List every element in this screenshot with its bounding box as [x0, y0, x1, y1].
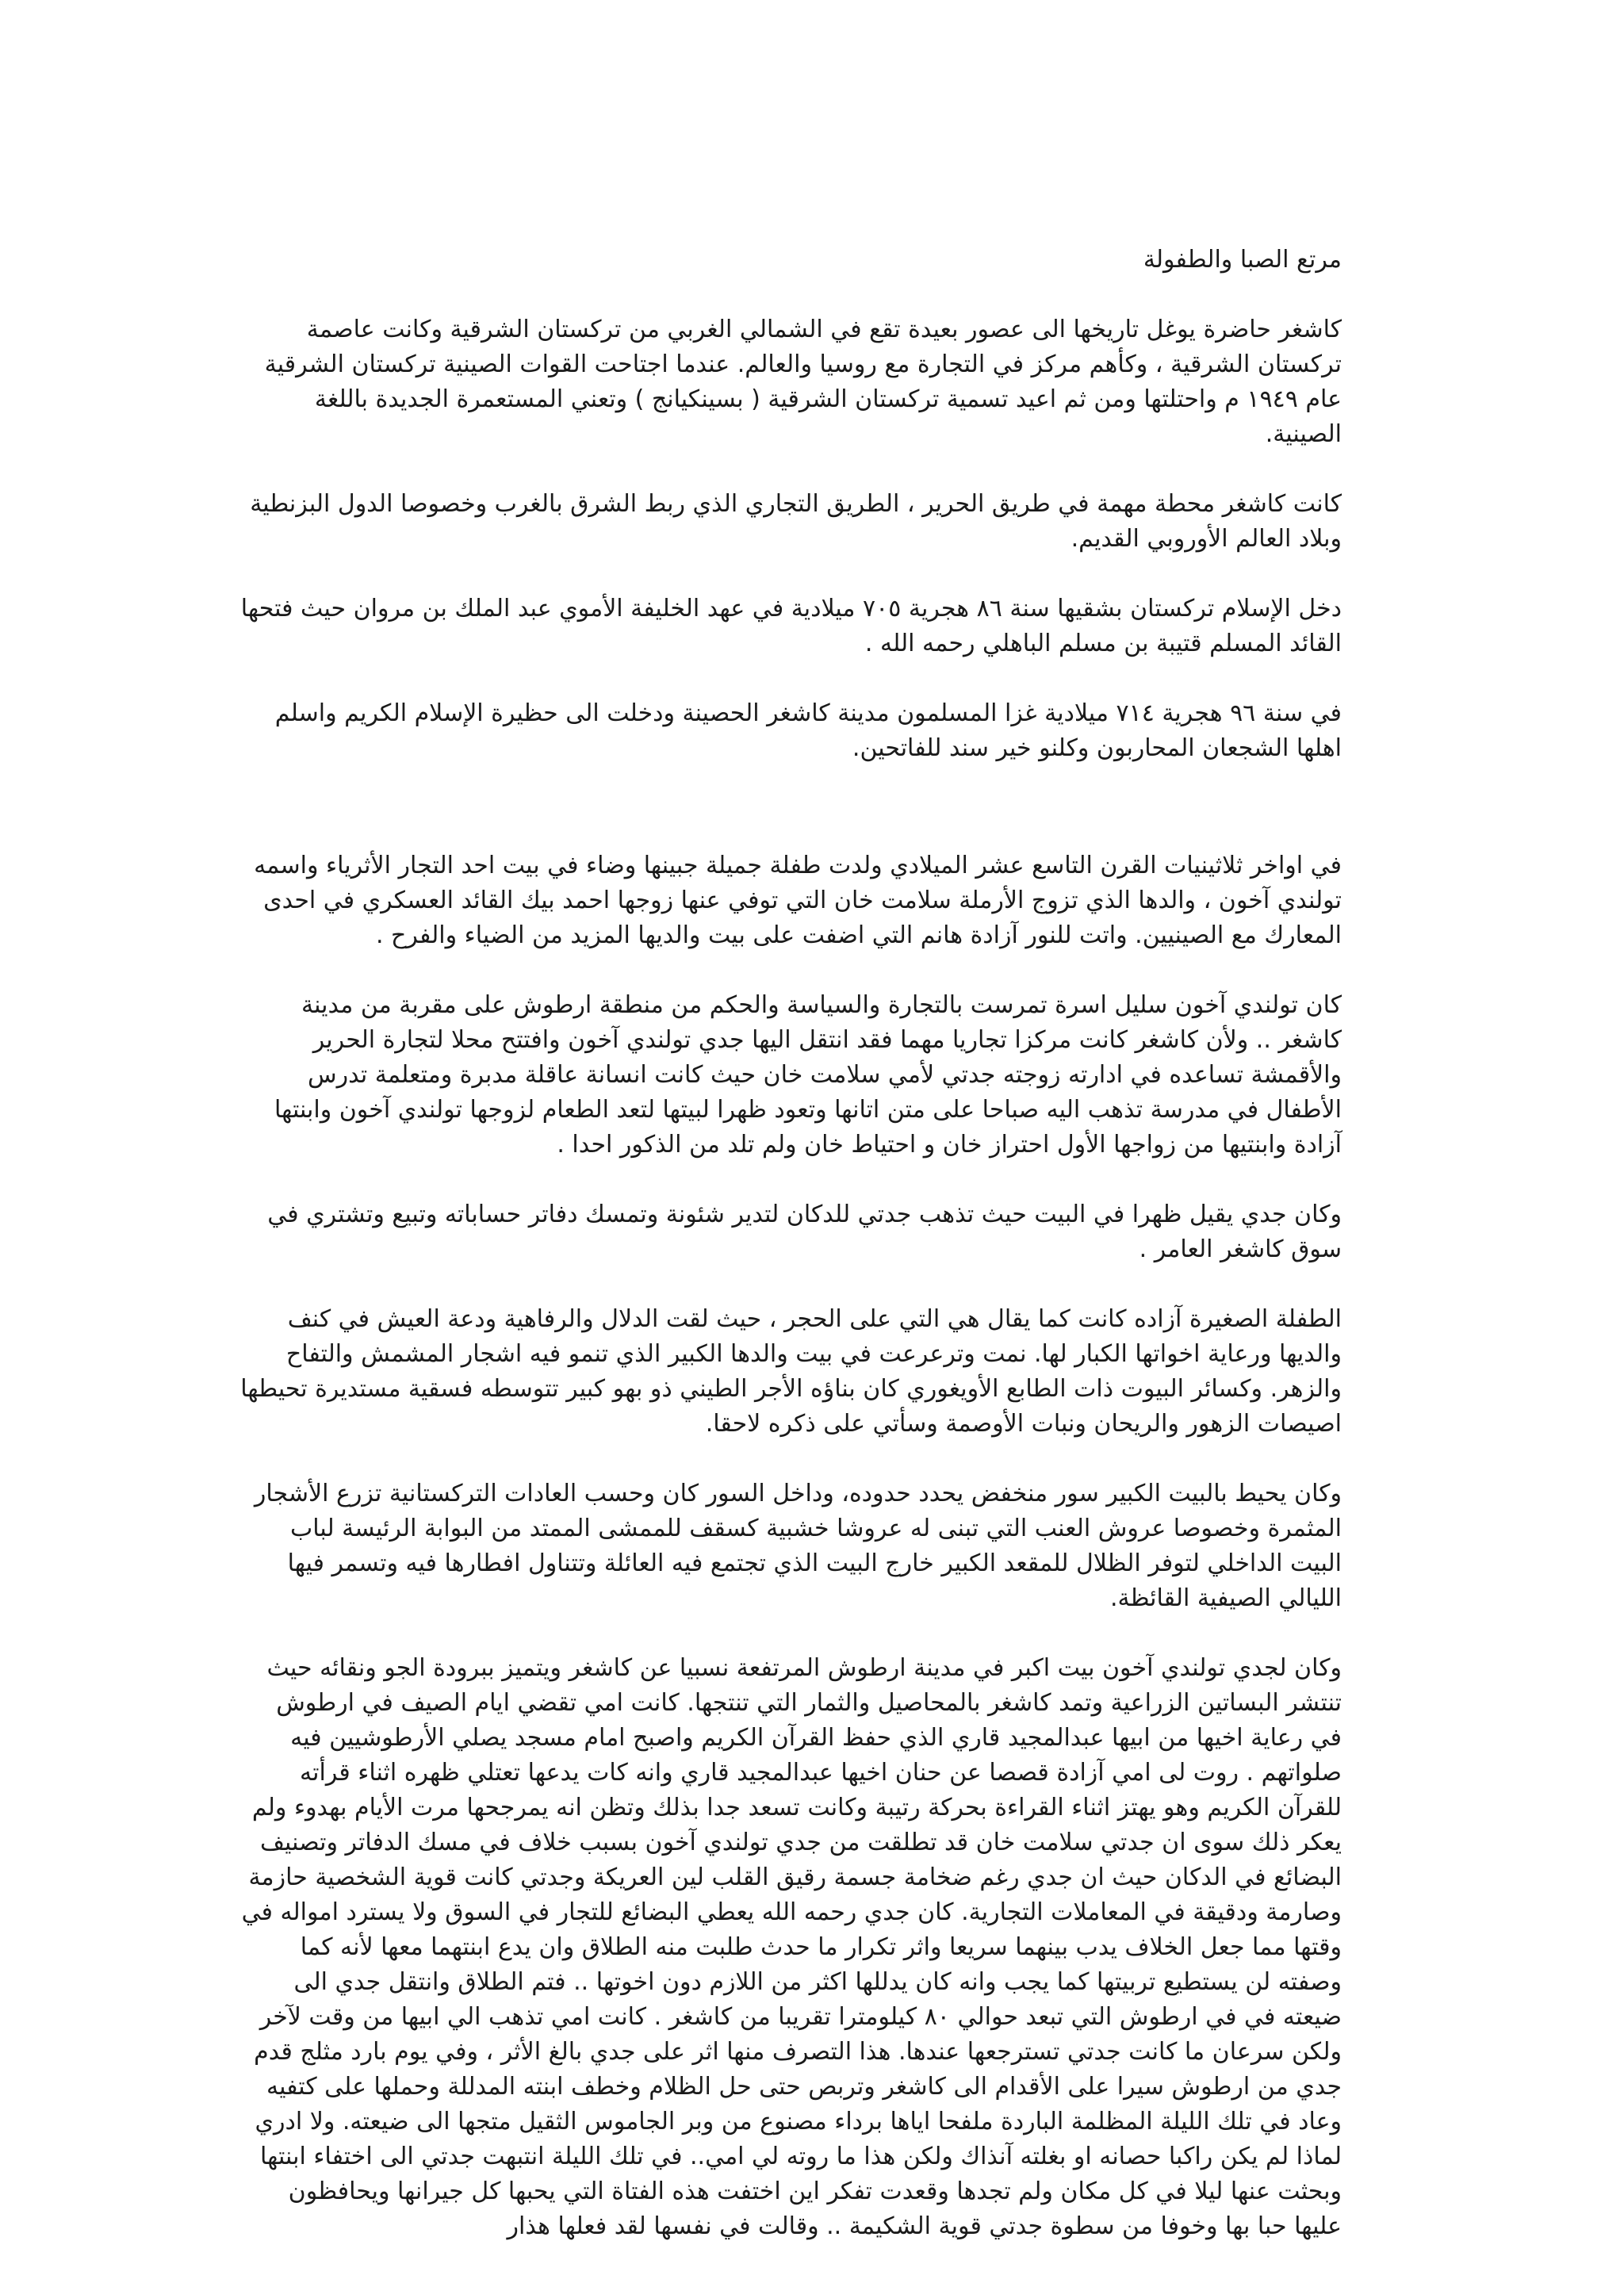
paragraph-artush-story: وكان لجدي تولندي آخون بيت اكبر في مدينة ارطوش المرتفعة نسبيا عن كاشغر ويتميز ببرودة الجو ونقائه حيث تنتشر البساتين الزراعية وتمد كاشغر بالمحاصيل والثمار التي تنتجها. كانت امي تقضي ايام الصيف في ارطوش في رعاية اخيها من ابيها عبدالمجيد قاري الذي حفظ القرآن الكريم واصبح امام مسجد يصلي الأرطوشيين فيه صلواتهم . روت لى امي آزادة قصصا عن حنان اخيها عبدالمجيد قاري وانه كات يدعها تعتلي ظهره اثناء قرأته للقرآن الكريم وهو يهتز اثناء القراءة بحركة رتيبة وكانت تسعد جدا بذلك وتظن انه يمرجحها مرت الأيام بهدوء ولم يعكر ذلك سوى ان جدتي سلامت خان قد تطلقت من جدي تولندي آخون بسبب خلاف في مسك الدفاتر وتصنيف البضائع في الدكان حيث ان جدي رغم ضخامة جسمة رقيق القلب لين العريكة وجدتي كانت قوية الشخصية حازمة وصارمة ودقيقة في المعاملات التجارية. كان جدي رحمه الله يعطي البضائع للتجار في السوق ولا يسترد امواله في وقتها مما جعل الخلاف يدب بينهما سريعا واثر تكرار ما حدث طلبت منه الطلاق وان يدع ابنتهما معها لأنه كما وصفته لن يستطيع تربيتها كما يجب وانه كان يدللها اكثر من اللازم دون اخوتها .. فتم الطلاق وانتقل جدي الى ضيعته في في ارطوش التي تبعد حوالي ٨٠ كيلومترا تقريبا من كاشغر . كانت امي تذهب الي ابيها من وقت لآخر ولكن سرعان ما كانت جدتي تسترجعها عندها. هذا التصرف منها اثر على جدي بالغ الأثر ، وفي يوم بارد مثلج قدم جدي من ارطوش سيرا على الأقدام الى كاشغر وتربص حتى حل الظلام وخطف ابنته المدللة وحملها على كتفيه وعاد في تلك الليلة المظلمة الباردة ملفحا اياها برداء مصنوع من وبر الجاموس الثقيل متجها الى ضيعته. ولا ادري لماذا لم يكن راكبا حصانه او بغلته آنذاك ولكن هذا ما روته لي امي.. في تلك الليلة انتبهت جدتي الى اختفاء ابنتها وبحثت عنها ليلا في كل مكان ولم تجدها وقعدت تفكر اين اختفت هذه الفتاة التي يحبها كل جيرانها ويحافظون عليها حبا بها وخوفا من سطوة جدتي قوية الشكيمة .. وقالت في نفسها لقد فعلها هذار [241, 1654, 1342, 2240]
paragraph-kashgar-intro: كاشغر حاضرة يوغل تاريخها الى عصور بعيدة تقع في الشمالي الغربي من تركستان الشرقية وكانت عاصمة تركستان الشرقية ، وكأهم مركز في التجارة مع روسيا والعالم. عندما اجتاحت القوات الصينية تركستان الشرقية عام ١٩٤٩ م واحتلتها ومن ثم اعيد تسمية تركستان الشرقية ( بسينكيانج ) وتعني المستعمرة الجديدة باللغة الصينية. [264, 316, 1342, 448]
paragraph-family-trade: كان تولندي آخون سليل اسرة تمرست بالتجارة والسياسة والحكم من منطقة ارطوش على مقربة من مدينة كاشغر .. ولأن كاشغر كانت مركزا تجاريا مهما فقد انتقل اليها جدي تولندي آخون وافتتح محلا لتجارة الحرير والأقمشة تساعده في ادارته زوجته جدتي لأمي سلامت خان حيث كانت انسانة عاقلة مدبرة ومتعلمة تدرس الأطفال في مدرسة تذهب اليه صباحا على متن اتانها وتعود ظهرا لبيتها لتعد الطعام لزوجها تولندي آخون وابنتها آزادة وابنتيها من زواجها الأول احتراز خان و احتياط خان ولم تلد من الذكور احدا . [274, 991, 1342, 1159]
paragraph-islam-entry: دخل الإسلام تركستان بشقيها سنة ٨٦ هجرية ٧٠٥ ميلادية في عهد الخليفة الأموي عبد الملك بن مروان حيث فتحها القائد المسلم قتيبة بن مسلم الباهلي رحمه الله . [240, 595, 1342, 657]
document-title: مرتع الصبا والطفولة [1143, 246, 1342, 274]
paragraph-birth: في اواخر ثلاثينيات القرن التاسع عشر الميلادي ولدت طفلة جميلة جبينها وضاء في بيت احد التجار الأثرياء واسمه تولندي آخون ، والدها الذي تزوج الأرملة سلامت خان التي توفي عنها زوجها احمد بيك القائد العسكري في احدى المعارك مع الصينيين. واتت للنور آزادة هانم التي اضفت على بيت والديها المزيد من الضياء والفرح . [254, 852, 1342, 949]
paragraph-childhood-home: الطفلة الصغيرة آزاده كانت كما يقال هي التي على الحجر ، حيث لقت الدلال والرفاهية ودعة العيش في كنف والديها ورعاية اخواتها الكبار لها. نمت وترعرعت في بيت والدها الكبير الذي تنمو فيه اشجار المشمش والتفاح والزهر. وكسائر البيوت ذات الطابع الأويغوري كان بناؤه الأجر الطيني ذو بهو كبير تتوسطه فسقية مستديرة تحيطها اصيصات الزهور والريحان ونبات الأوصمة وسأتي على ذكره لاحقا. [240, 1305, 1342, 1438]
paragraph-silk-road: كانت كاشغر محطة مهمة في طريق الحرير ، الطريق التجاري الذي ربط الشرق بالغرب وخصوصا الدول البزنطية وبلاد العالم الأوروبي القديم. [250, 490, 1342, 553]
paragraph-gap [238, 801, 1342, 814]
document-body [238, 208, 1342, 2279]
paragraph-house-garden: وكان يحيط بالبيت الكبير سور منخفض يحدد حدوده، وداخل السور كان وحسب العادات التركستانية تزرع الأشجار المثمرة وخصوصا عروش العنب التي تبنى له عروشا خشبية كسقف للممشى الممتد من البوابة الرئيسة لباب البيت الداخلي لتوفر الظلال للمقعد الكبير خارج البيت الذي تجتمع فيه العائلة وتتناول افطارها فيه وتسمر فيها الليالي الصيفية القائظة. [254, 1480, 1342, 1612]
paragraph-grandfather-routine: وكان جدي يقيل ظهرا في البيت حيث تذهب جدتي للدكان لتدير شئونة وتمسك دفاتر حساباته وتبيع وتشتري في سوق كاشغر العامر . [267, 1201, 1342, 1263]
paragraph-conquest: في سنة ٩٦ هجرية ٧١٤ ميلادية غزا المسلمون مدينة كاشغر الحصينة ودخلت الى حظيرة الإسلام الكريم واسلم اهلها الشجعان المحاربون وكلنو خير سند للفاتحين. [274, 699, 1342, 762]
